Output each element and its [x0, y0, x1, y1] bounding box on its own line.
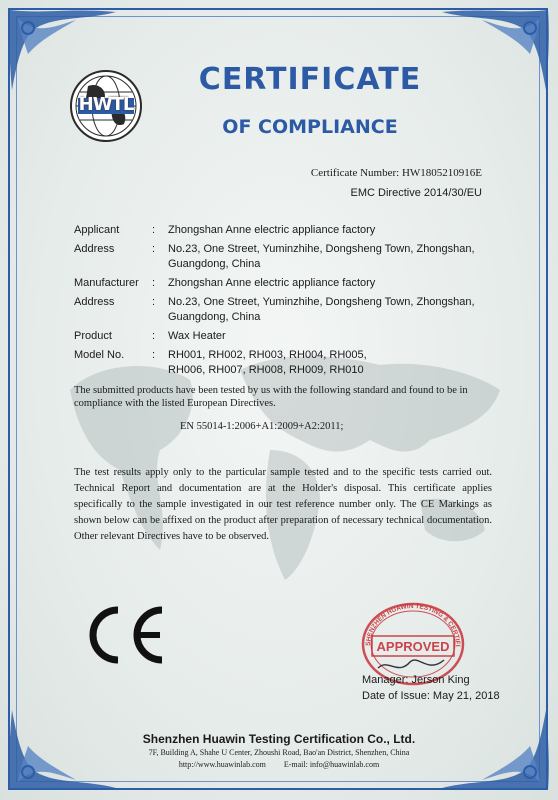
- address-label: Address: [74, 296, 115, 308]
- address-line: Guangdong, China: [168, 258, 261, 270]
- model-line: RH001, RH002, RH003, RH004, RH005,: [168, 349, 367, 361]
- address-line: Guangdong, China: [168, 311, 261, 323]
- colon: :: [152, 277, 156, 289]
- issuer-email: E-mail: info@huawinlab.com: [283, 760, 380, 769]
- date-of-issue: Date of Issue: May 21, 2018: [362, 690, 500, 702]
- applicant-value: Zhongshan Anne electric appliance factory: [168, 224, 376, 236]
- address-value: [168, 242, 514, 272]
- manufacturer-value: Zhongshan Anne electric appliance factory: [168, 277, 376, 289]
- issuer-address: 7F, Building A, Shahe U Center, Zhoushi Road, Bao'an District, Shenzhen, China: [148, 748, 410, 757]
- colon: :: [152, 224, 156, 236]
- product-value: Wax Heater: [168, 330, 226, 342]
- issuer-website: http://www.huawinlab.com: [178, 760, 266, 769]
- approved-stamp: [358, 596, 468, 686]
- model-line: RH006, RH007, RH008, RH009, RH010: [168, 364, 364, 376]
- colon: :: [152, 349, 156, 361]
- model-label: Model No.: [74, 349, 125, 361]
- colon: :: [152, 243, 156, 255]
- address-row: [74, 242, 514, 272]
- issuer-contact: [0, 760, 558, 769]
- stamp-arc-text: SHENZHEN HUAWIN TESTING & CERTIFI: [364, 602, 462, 647]
- emc-directive: EMC Directive 2014/30/EU: [350, 187, 482, 199]
- address-line: No.23, One Street, Yuminzhihe, Dongsheng Town, Zhongshan,: [168, 296, 475, 308]
- address-label: Address: [74, 243, 115, 255]
- colon: :: [152, 296, 156, 308]
- compliance-statement: The submitted products have been tested by us with the following standard and found to be in compliance with the listed European Directives.: [74, 385, 468, 409]
- test-standard: EN 55014-1:2006+A1:2009+A2:2011;: [180, 421, 344, 432]
- model-value: [168, 348, 514, 378]
- huawin-logo: [68, 68, 144, 144]
- ce-mark-icon: [84, 604, 168, 666]
- issuer-company: Shenzhen Huawin Testing Certification Co., Ltd.: [142, 732, 416, 746]
- model-row: [74, 348, 514, 378]
- logo-text: HWTL: [78, 94, 134, 115]
- colon: :: [152, 330, 156, 342]
- stamp-approved-text: APPROVED: [376, 639, 450, 654]
- certificate-subtitle: OF COMPLIANCE: [222, 116, 398, 138]
- certificate-number: Certificate Number: HW1805210916E: [310, 167, 482, 179]
- address-line: No.23, One Street, Yuminzhihe, Dongsheng Town, Zhongshan,: [168, 243, 475, 255]
- product-row: [74, 329, 514, 344]
- certificate-title: CERTIFICATE: [198, 62, 422, 97]
- applicant-row: [74, 223, 514, 238]
- address-row: [74, 295, 514, 325]
- certificate-fields: [74, 223, 514, 382]
- address-value: [168, 295, 514, 325]
- scope-statement: The test results apply only to the particular sample tested and to the specific tests carried out. Technical Report and documentation are at the Holder's disposal. This certificate applies specifically to the sample investigated in our test reference number only. The CE Markings as shown below can be affixed on the product after preparation of necessary technical documentation. Other relevant Directives have to be observed.: [74, 467, 492, 542]
- manufacturer-row: [74, 276, 514, 291]
- product-label: Product: [74, 330, 112, 342]
- manufacturer-label: Manufacturer: [74, 277, 139, 289]
- applicant-label: Applicant: [74, 224, 120, 236]
- manager-name: Manager: Jerson King: [362, 674, 470, 686]
